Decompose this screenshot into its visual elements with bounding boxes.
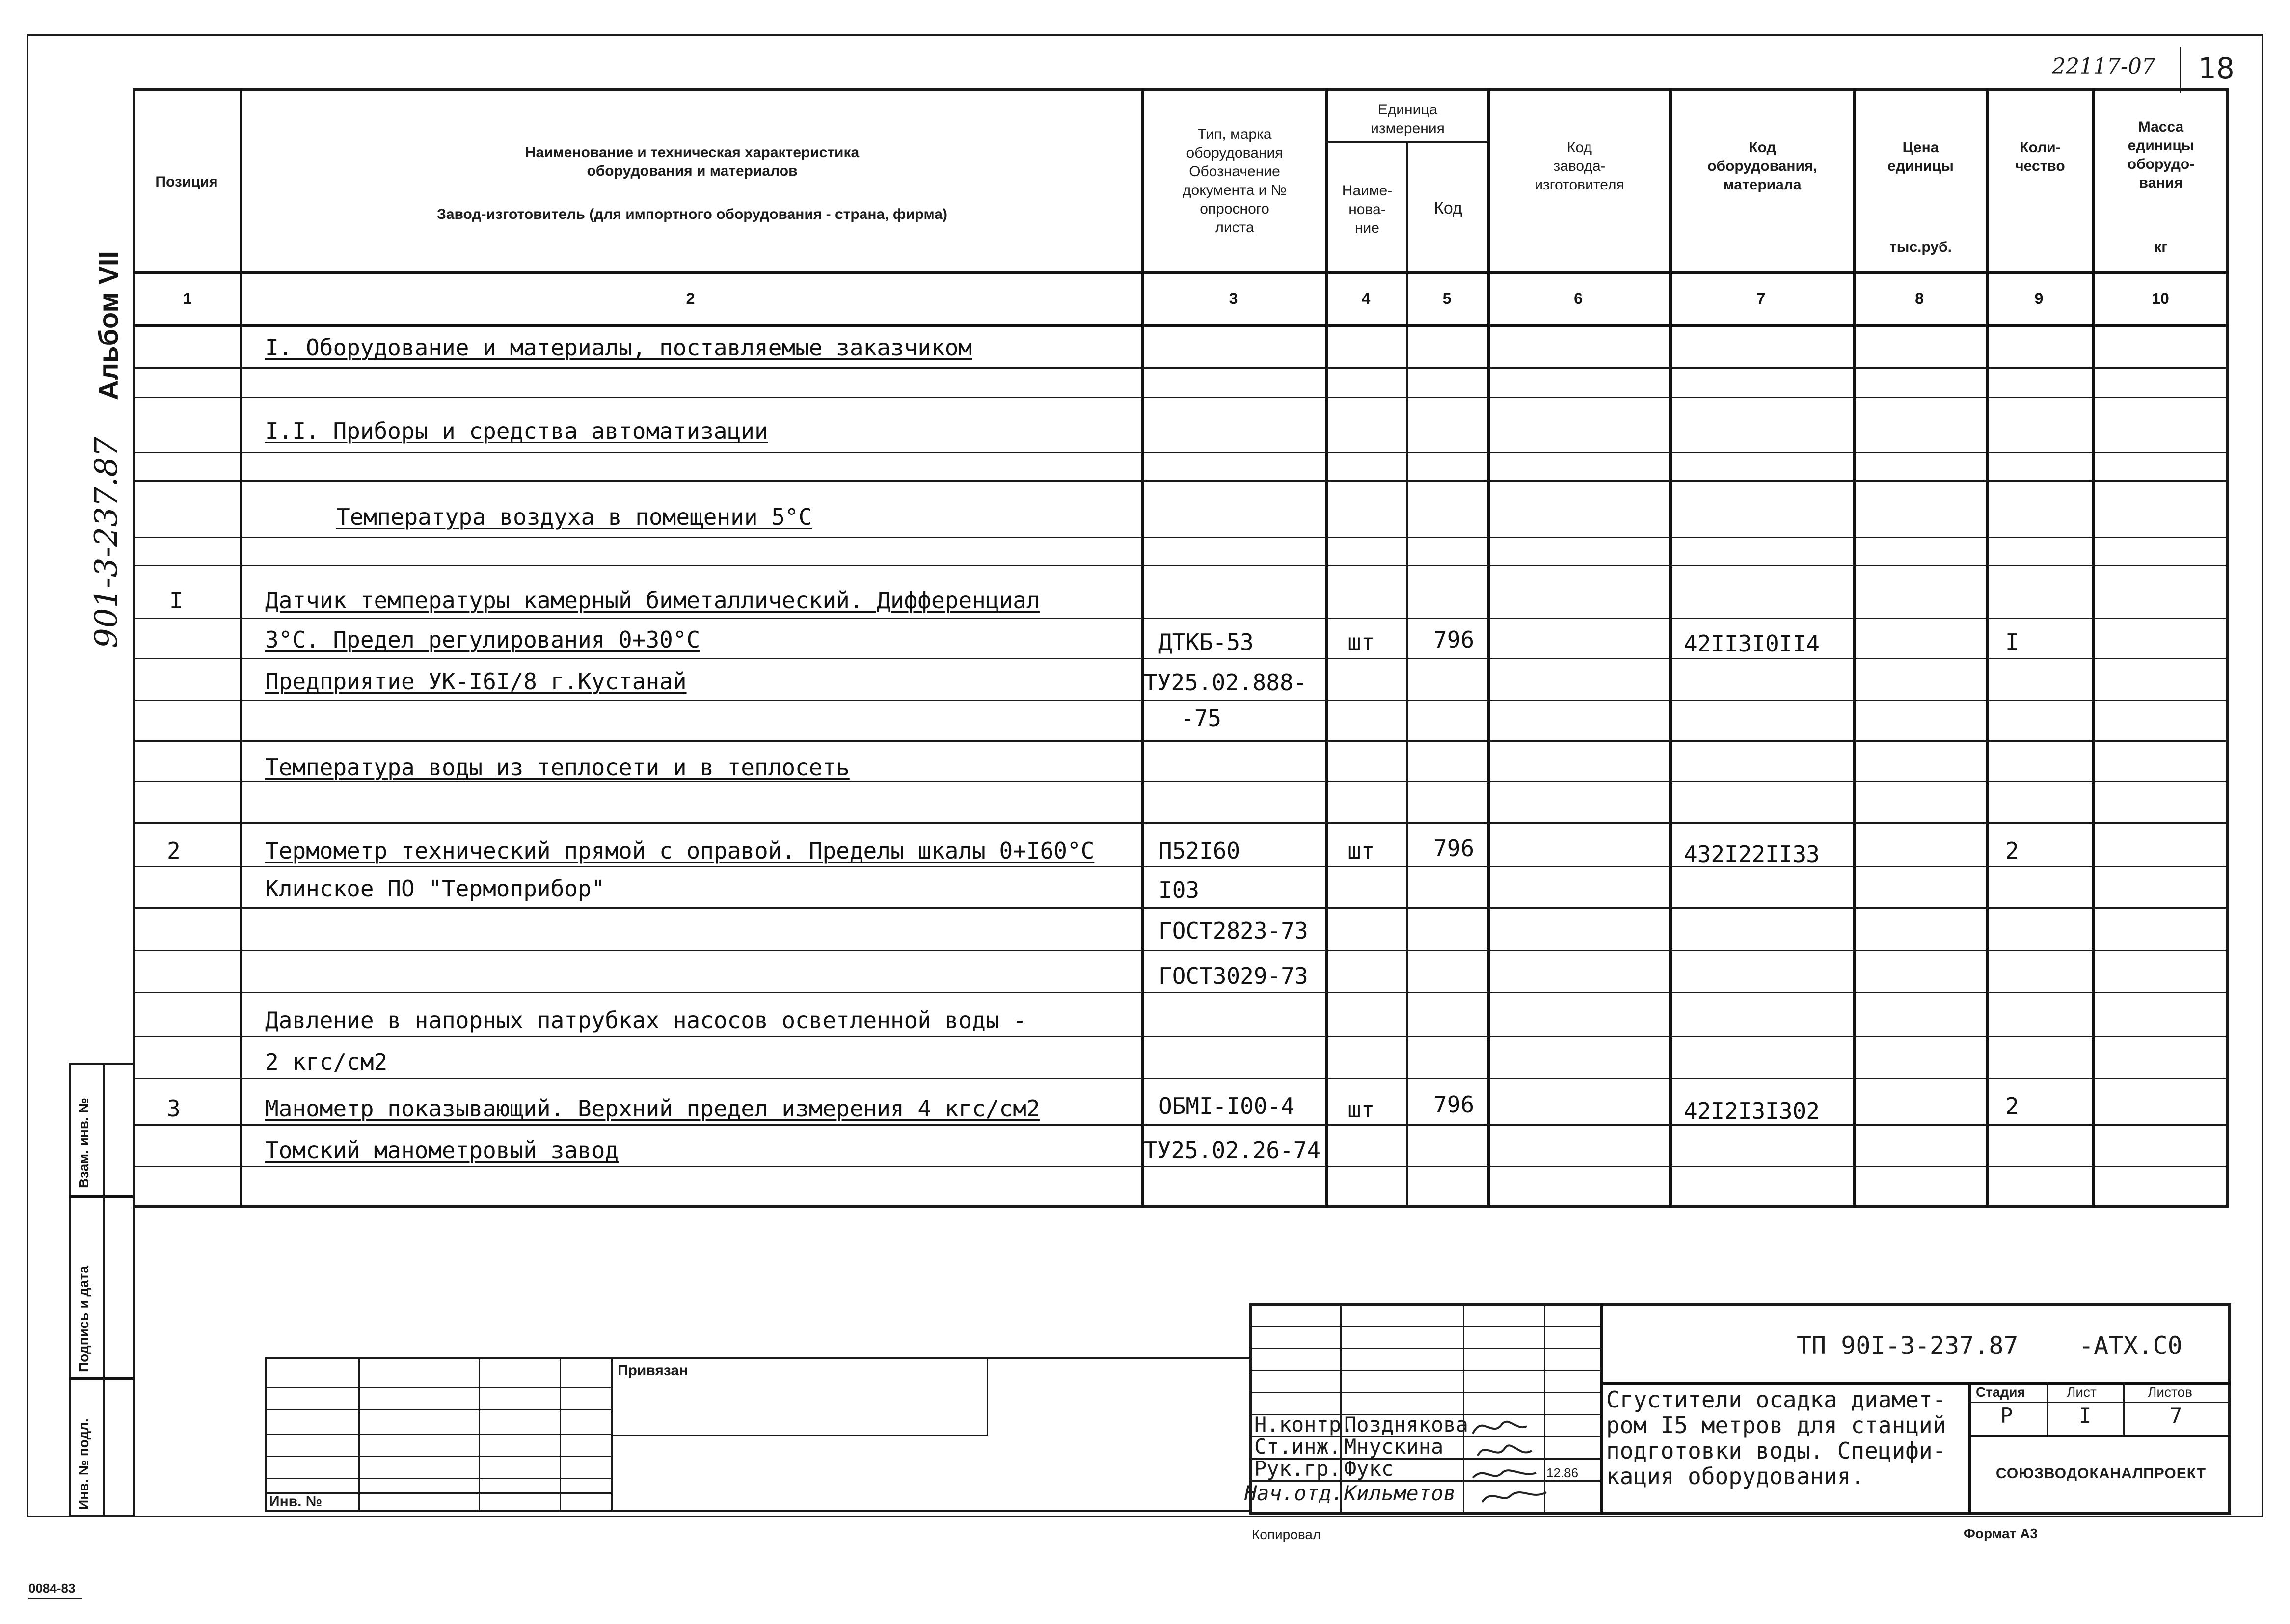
row-unit: шт bbox=[1347, 629, 1375, 655]
sheet-number: 18 bbox=[2198, 52, 2235, 85]
row-type: ТУ25.02.888- bbox=[1144, 669, 1307, 696]
col-header-equip-code: Код оборудования, материала bbox=[1707, 139, 1817, 193]
row-equip-code: 42I2I3I302 bbox=[1684, 1098, 1820, 1124]
person-name: Мнускина bbox=[1344, 1435, 1444, 1459]
col-number: 2 bbox=[686, 290, 695, 307]
row-line bbox=[133, 822, 2229, 824]
signatures-drawing bbox=[1463, 1404, 1600, 1512]
row-type: ТУ25.02.26-74 bbox=[1144, 1137, 1321, 1164]
row-qty: 2 bbox=[2005, 838, 2019, 864]
col-number: 5 bbox=[1442, 290, 1452, 307]
format-label: Формат А3 bbox=[1964, 1526, 2038, 1541]
person-name: Фукс bbox=[1344, 1457, 1394, 1481]
signature-mark bbox=[1473, 1470, 1536, 1478]
doc-suffix: -АТХ.С0 bbox=[2079, 1331, 2182, 1360]
row-line bbox=[133, 1124, 2229, 1126]
sign-date: 12.86 bbox=[1546, 1465, 1579, 1480]
col-header-name-2: оборудования и материалов bbox=[587, 163, 798, 179]
row-name: Клинское ПО "Термоприбор" bbox=[265, 875, 605, 902]
doc-code: 22117-07 bbox=[2052, 54, 2155, 79]
doc-number: ТП 90I-3-237.87 bbox=[1797, 1331, 2019, 1360]
signature-mark bbox=[1478, 1445, 1532, 1456]
signature-mark bbox=[1473, 1422, 1527, 1434]
col-number: 7 bbox=[1756, 290, 1766, 307]
person-role: Ст.инж. bbox=[1254, 1435, 1342, 1459]
row-line bbox=[133, 658, 2229, 659]
col-number: 1 bbox=[183, 290, 192, 307]
row-name: Термометр технический прямой с оправой. Пределы шкалы 0+I60°C bbox=[265, 838, 1095, 864]
row-unit-code: 796 bbox=[1433, 835, 1475, 862]
col-header-position: Позиция bbox=[155, 174, 218, 190]
row-unit: шт bbox=[1347, 838, 1375, 864]
sheet-value: I bbox=[2079, 1404, 2092, 1428]
row-name: Томский манометровый завод bbox=[265, 1137, 619, 1164]
col-number: 10 bbox=[2152, 290, 2169, 307]
col-header-name-3: Завод-изготовитель (для импортного оборудования - страна, фирма) bbox=[437, 206, 947, 222]
col-header-maker-code: Код завода- изготовителя bbox=[1535, 139, 1624, 193]
col-header-name-1: Наименование и техническая характеристика bbox=[525, 144, 860, 161]
col-number: 3 bbox=[1229, 290, 1238, 307]
group-title: Температура воздуха в помещении 5°C bbox=[336, 504, 812, 530]
col-header-mass-unit: кг bbox=[2154, 239, 2168, 255]
row-line bbox=[133, 740, 2229, 742]
group-title: Температура воды из теплосети и в теплосеть bbox=[265, 754, 850, 781]
group-title: Давление в напорных патрубках насосов осветленной воды - bbox=[265, 1007, 1026, 1033]
album-label: Альбом VII bbox=[93, 251, 124, 400]
sheets-value: 7 bbox=[2170, 1404, 2182, 1428]
col-number: 6 bbox=[1574, 290, 1583, 307]
row-unit: шт bbox=[1347, 1096, 1375, 1123]
person-role: Рук.гр. bbox=[1254, 1457, 1342, 1481]
group-title: 2 кгс/см2 bbox=[265, 1049, 388, 1075]
person-name: Кильметов bbox=[1344, 1481, 1456, 1505]
col-header-type: Тип, марка оборудования Обозначение документа и № опросного листа bbox=[1183, 126, 1287, 236]
row-unit-code: 796 bbox=[1433, 626, 1475, 653]
col-header-mass: Масса единицы оборудо- вания bbox=[2127, 119, 2195, 191]
row-name: Датчик температуры камерный биметаллический. Дифференциал bbox=[265, 587, 1040, 614]
row-line bbox=[133, 1078, 2229, 1079]
col-header-unit-code: Код bbox=[1434, 199, 1462, 217]
row-line bbox=[133, 618, 2229, 619]
corner-divider bbox=[2180, 47, 2181, 93]
col-header-price-unit: тыс.руб. bbox=[1889, 239, 1952, 255]
row-line bbox=[133, 565, 2229, 566]
row-line bbox=[133, 1036, 2229, 1037]
row-line bbox=[133, 1166, 2229, 1167]
replace-inv-label: Взам. инв. № bbox=[76, 1098, 91, 1188]
inv-orig-label: Инв. № подл. bbox=[76, 1418, 91, 1510]
row-position: I bbox=[169, 587, 183, 614]
signature-mark bbox=[1482, 1492, 1546, 1502]
col-header-qty: Коли- чество bbox=[2015, 139, 2065, 174]
person-role: Н.контр. bbox=[1254, 1412, 1354, 1436]
row-type: ДТКБ-53 bbox=[1158, 629, 1254, 655]
row-line bbox=[133, 700, 2229, 701]
row-qty: I bbox=[2005, 629, 2019, 655]
stage-label: Стадия bbox=[1976, 1384, 2025, 1400]
row-line bbox=[133, 452, 2229, 453]
row-equip-code: 432I22II33 bbox=[1684, 841, 1820, 867]
col-header-unit: Единица измерения bbox=[1371, 102, 1445, 136]
row-position: 2 bbox=[167, 838, 181, 864]
row-qty: 2 bbox=[2005, 1093, 2019, 1119]
row-type: ГОСТ3029-73 bbox=[1158, 963, 1308, 989]
person-role: Нач.отд. bbox=[1244, 1481, 1344, 1505]
row-position: 3 bbox=[167, 1095, 181, 1122]
row-line bbox=[133, 397, 2229, 398]
row-line bbox=[133, 950, 2229, 951]
binding-label: Привязан bbox=[618, 1362, 688, 1379]
section-title: I. Оборудование и материалы, поставляемые заказчиком bbox=[265, 334, 972, 361]
row-line bbox=[133, 907, 2229, 909]
copied-label: Копировал bbox=[1252, 1527, 1321, 1542]
sheet-label: Лист bbox=[2067, 1384, 2097, 1400]
row-unit-code: 796 bbox=[1433, 1091, 1475, 1118]
col-number: 4 bbox=[1361, 290, 1371, 307]
row-line bbox=[133, 480, 2229, 482]
row-equip-code: 42II3I0II4 bbox=[1684, 630, 1820, 657]
person-name: Позднякова bbox=[1344, 1412, 1468, 1436]
col-header-price: Цена единицы bbox=[1887, 139, 1954, 174]
row-line bbox=[133, 992, 2229, 993]
doc-title: Сгустители осадка диамет- ром I5 метров для станций подготовки воды. Специфи- кация оборудования. bbox=[1606, 1386, 1946, 1489]
stage-value: Р bbox=[2000, 1404, 2013, 1428]
row-type: ГОСТ2823-73 bbox=[1158, 918, 1308, 944]
project-code: 901-3-237.87 bbox=[88, 436, 125, 648]
row-name: 3°C. Предел регулирования 0+30°C bbox=[265, 626, 700, 653]
row-type: ОБМI-I00-4 bbox=[1158, 1093, 1294, 1119]
col-header-unit-name: Наиме- нова- ние bbox=[1342, 183, 1393, 236]
row-line bbox=[133, 866, 2229, 867]
row-type: П52I60 bbox=[1158, 838, 1240, 864]
row-name: Манометр показывающий. Верхний предел измерения 4 кгс/см2 bbox=[265, 1095, 1040, 1122]
row-line bbox=[133, 537, 2229, 538]
row-type: I03 bbox=[1158, 877, 1200, 903]
sign-date-label: Подпись и дата bbox=[76, 1266, 91, 1372]
row-name: Предприятие УК-I6I/8 г.Кустанай bbox=[265, 668, 687, 695]
row-type: -75 bbox=[1181, 705, 1222, 731]
binding-inv-label: Инв. № bbox=[269, 1493, 323, 1510]
row-line bbox=[133, 367, 2229, 369]
left-code: 0084-83 bbox=[28, 1581, 76, 1596]
subsection-title: I.I. Приборы и средства автоматизации bbox=[265, 418, 768, 444]
col-number: 8 bbox=[1915, 290, 1924, 307]
organization: СОЮЗВОДОКАНАЛПРОЕКТ bbox=[1995, 1465, 2207, 1482]
sheets-label: Листов bbox=[2148, 1384, 2192, 1400]
col-number: 9 bbox=[2034, 290, 2044, 307]
